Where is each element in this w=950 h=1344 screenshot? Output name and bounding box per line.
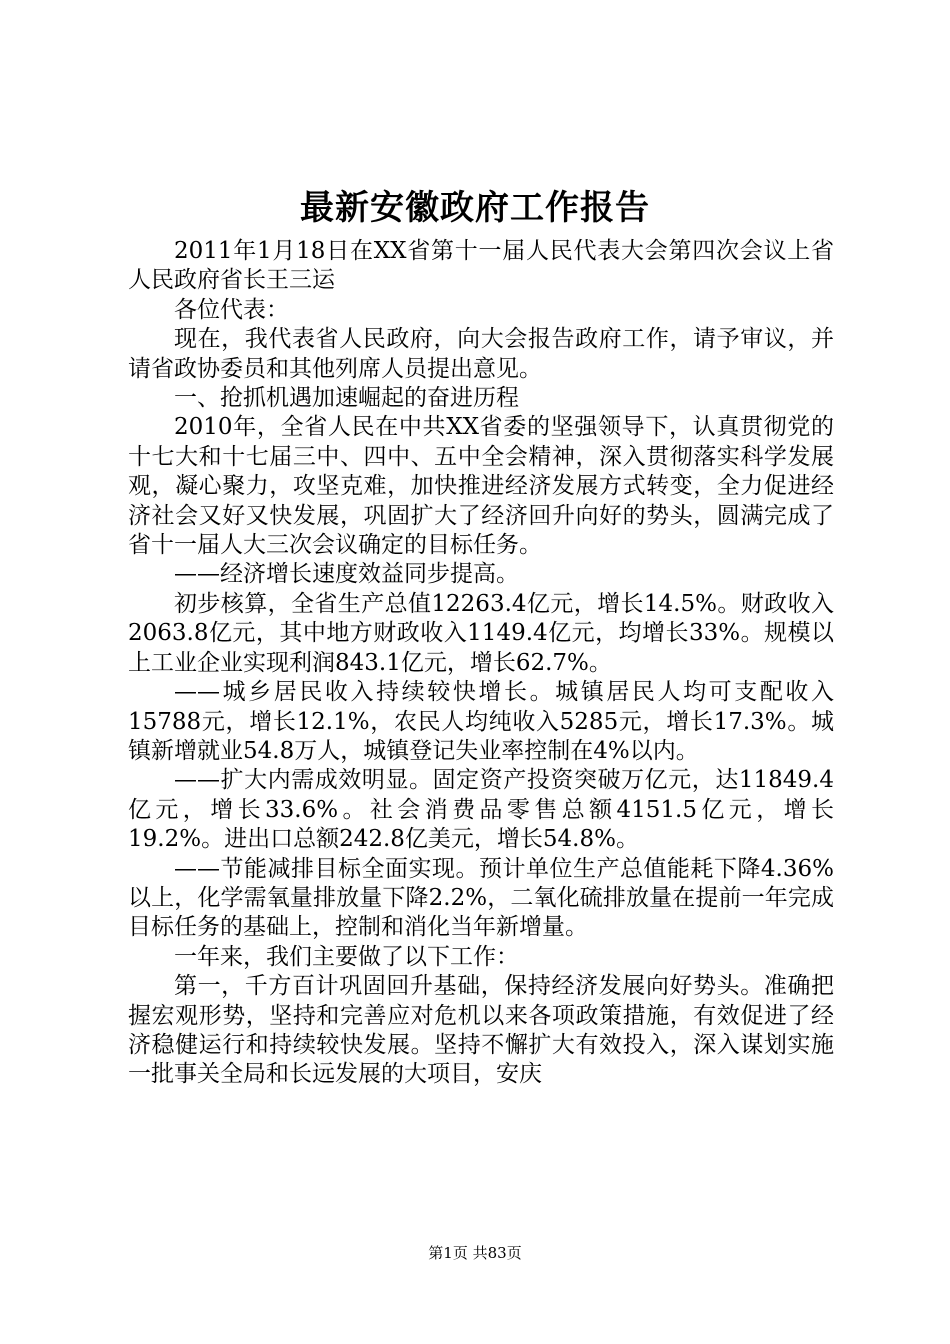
document-title: 最新安徽政府工作报告: [300, 188, 650, 228]
document-body: [128, 237, 834, 1090]
section-heading-1: 一、抢抓机遇加速崛起的奋进历程: [174, 385, 519, 412]
paragraph-work-overview: 一年来，我们主要做了以下工作：: [174, 943, 519, 970]
paragraph-first-point: 第一，千方百计巩固回升基础，保持经济发展向好势头。准确把握宏观形势，坚持和完善应对危机以来各项政策措施，有效促进了经济稳健运行和持续较快发展。坚持不懈扩大有效投入，深入谋划实施一批事关全局和长远发展的大项目，安庆: [128, 973, 834, 1088]
page-footer: 第1页 共83页: [428, 1244, 522, 1262]
paragraph-gdp-finance: 初步核算，全省生产总值12263.4亿元，增长14.5%。财政收入2063.8亿元，其中地方财政收入1149.4亿元，均增长33%。规模以上工业企业实现利润843.1亿元，增长62.7%。: [128, 590, 834, 676]
paragraph-meeting-info: 2011年1月18日在XX省第十一届人民代表大会第四次会议上省人民政府省长王三运: [128, 238, 834, 294]
paragraph-energy-saving: ——节能减排目标全面实现。预计单位生产总值能耗下降4.36%以上，化学需氧量排放量下降2.2%，二氧化硫排放量在提前一年完成目标任务的基础上，控制和消化当年新增量。: [128, 855, 834, 941]
paragraph-economic-growth: ——经济增长速度效益同步提高。: [174, 561, 519, 588]
paragraph-intro: 现在，我代表省人民政府，向大会报告政府工作，请予审议，并请省政协委员和其他列席人员提出意见。: [128, 326, 834, 382]
paragraph-salutation: 各位代表：: [174, 296, 289, 323]
paragraph-income: ——城乡居民收入持续较快增长。城镇居民人均可支配收入15788元，增长12.1%，农民人均纯收入5285元，增长17.3%。城镇新增就业54.8万人，城镇登记失业率控制在4%以内。: [128, 679, 834, 764]
paragraph-domestic-demand: ——扩大内需成效明显。固定资产投资突破万亿元，达11849.4亿元，增长33.6%。社会消费品零售总额4151.5亿元，增长19.2%。进出口总额242.8亿美元，增长54.8%。: [128, 767, 834, 853]
paragraph-2010-summary: 2010年，全省人民在中共XX省委的坚强领导下，认真贯彻党的十七大和十七届三中、四中、五中全会精神，深入贯彻落实科学发展观，凝心聚力，攻坚克难，加快推进经济发展方式转变，全力促进经济社会又好又快发展，巩固扩大了经济回升向好的势头，圆满完成了省十一届人大三次会议确定的目标任务。: [128, 414, 834, 559]
